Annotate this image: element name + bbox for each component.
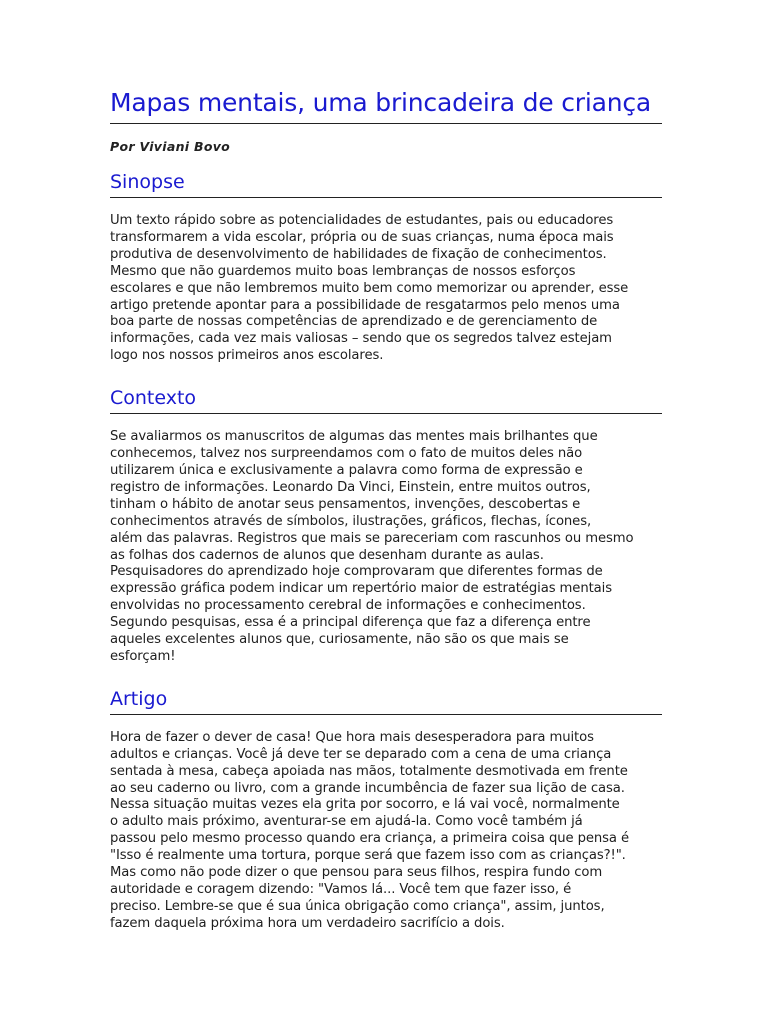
section-contexto: [110, 385, 662, 666]
section-text-sinopse: Um texto rápido sobre as potencialidades de estudantes, pais ou educadores transformarem a vida escolar, própria ou de suas crianças, numa época mais produtiva de desenvolvimento de habilidades de fixação de conhecimentos. Mesmo que não guardemos muito boas lembranças de nossos esforços escolares e que não lembremos muito bem como memorizar ou aprender, esse artigo pretende apontar para a possibilidade de resgatarmos pelo menos uma boa parte de nossas competências de aprendizado e de gerenciamento de informações, cada vez mais valiosas – sendo que os segredos talvez estejam logo nos nossos primeiros anos escolares.: [110, 213, 629, 364]
section-text-artigo: Hora de fazer o dever de casa! Que hora mais desesperadora para muitos adultos e crianças. Você já deve ter se deparado com a cena de uma criança sentada à mesa, cabeça apoiada nas mãos, totalmente desmotivada em frente ao seu caderno ou livro, com a grande incumbência de fazer sua lição de casa. Nessa situação muitas vezes ela grita por socorro, e lá vai você, normalmente o adulto mais próximo, aventurar-se em ajudá-la. Como você também já passou pelo mesmo processo quando era criança, a primeira coisa que pensa é "Isso é realmente uma tortura, porque será que fazem isso com as crianças?!". Mas como não pode dizer o que pensou para seus filhos, respira fundo com autoridade e coragem dizendo: "Vamos lá... Você tem que fazer isso, é preciso. Lembre-se que é sua única obrigação como criança", assim, juntos, fazem daquela próxima hora um verdadeiro sacrifício a dois.: [110, 729, 630, 931]
author-byline: Por Viviani Bovo: [110, 139, 231, 154]
section-heading-contexto: Contexto: [110, 385, 662, 414]
document-title: Mapas mentais, uma brincadeira de criança: [110, 86, 662, 124]
document-page: [110, 86, 662, 933]
section-sinopse: [110, 169, 662, 365]
section-artigo: [110, 686, 662, 933]
section-heading-artigo: Artigo: [110, 686, 662, 715]
section-text-contexto: Se avaliarmos os manuscritos de algumas das mentes mais brilhantes que conhecemos, talvez nos surpreendamos com o fato de muitos deles não utilizarem única e exclusivamente a palavra como forma de expressão e registro de informações. Leonardo Da Vinci, Einstein, entre muitos outros, tinham o hábito de anotar seus pensamentos, invenções, descobertas e conhecimentos através de símbolos, ilustrações, gráficos, flechas, ícones, além das palavras. Registros que mais se pareceriam com rascunhos ou mesmo as folhas dos cadernos de alunos que desenham durante as aulas. Pesquisadores do aprendizado hoje comprovaram que diferentes formas de expressão gráfica podem indicar um repertório maior de estratégias mentais envolvidas no processamento cerebral de informações e conhecimentos. Segundo pesquisas, essa é a principal diferença que faz a diferença entre aqueles excelentes alunos que, curiosamente, não são os que mais se esforçam!: [110, 429, 634, 664]
section-heading-sinopse: Sinopse: [110, 169, 662, 198]
